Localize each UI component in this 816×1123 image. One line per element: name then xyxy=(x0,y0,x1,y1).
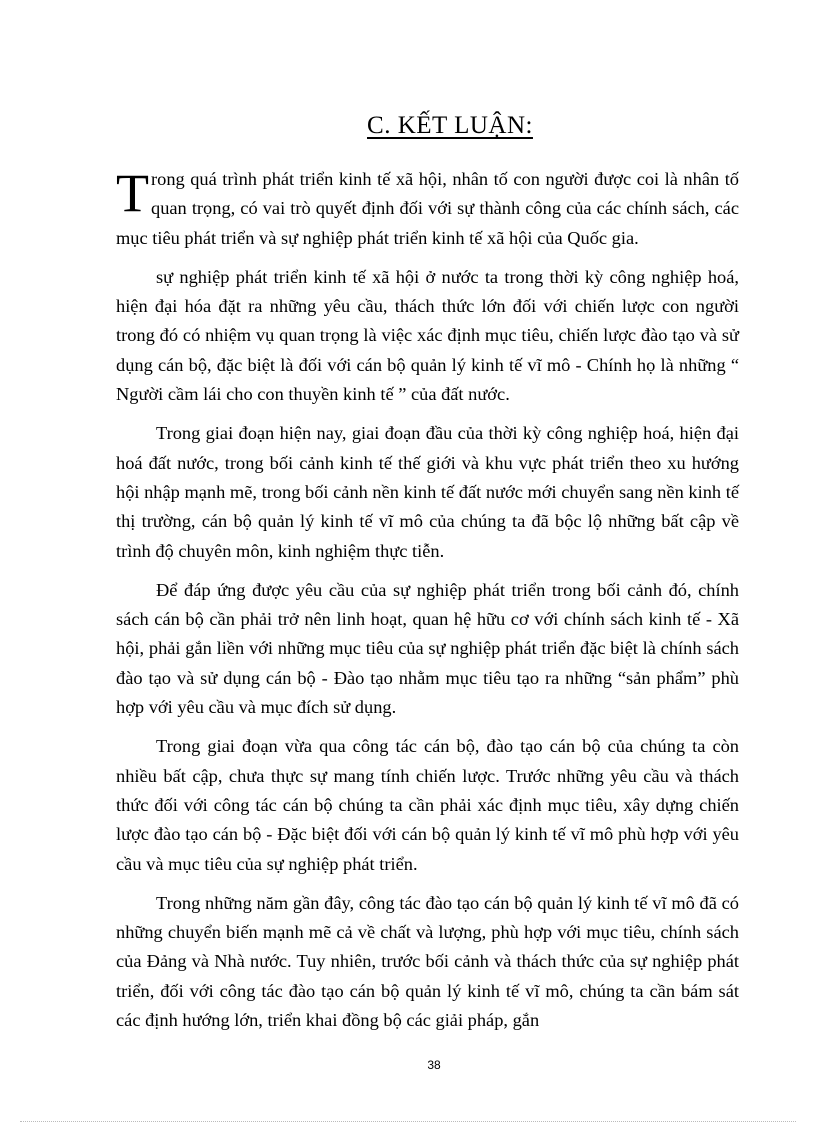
section-heading: C. KẾT LUẬN: xyxy=(367,112,533,139)
paragraph-3: Trong giai đoạn hiện nay, giai đoạn đầu của thời kỳ công nghiệp hoá, hiện đại hoá đất nước, trong bối cảnh kinh tế thế giới và khu vực phát triển theo xu hướng hội nhập mạnh mẽ, trong bối cảnh nền kinh tế đất nước mới chuyển sang nền kinh tế thị trường, cán bộ quản lý kinh tế vĩ mô của chúng ta đã bộc lộ những bất cập về trình độ chuyên môn, kinh nghiệm thực tiễn. xyxy=(116,423,739,561)
body-text xyxy=(116,165,739,1045)
paragraph-1 xyxy=(116,165,739,253)
page-number: 38 xyxy=(427,1058,441,1072)
paragraph-2: sự nghiệp phát triển kinh tế xã hội ở nước ta trong thời kỳ công nghiệp hoá, hiện đại hóa đặt ra những yêu cầu, thách thức lớn đối với chiến lược con người trong đó có nhiệm vụ quan trọng là việc xác định mục tiêu, chiến lược đào tạo và sử dụng cán bộ, đặc biệt là đối với cán bộ quản lý kinh tế vĩ mô - Chính họ là những “ Người cầm lái cho con thuyền kinh tế ” của đất nước. xyxy=(116,266,739,405)
paragraph-5: Trong giai đoạn vừa qua công tác cán bộ, đào tạo cán bộ của chúng ta còn nhiều bất cập, chưa thực sự mang tính chiến lược. Trước những yêu cầu và thách thức đối với công tác cán bộ chúng ta cần phải xác định mục tiêu, xây dựng chiến lược đào tạo cán bộ - Đặc biệt đối với cán bộ quản lý kinh tế vĩ mô phù hợp với yêu cầu và mục tiêu của sự nghiệp phát triển. xyxy=(116,736,739,874)
drop-cap: T xyxy=(116,163,149,223)
paragraph-4: Để đáp ứng được yêu cầu của sự nghiệp phát triển trong bối cảnh đó, chính sách cán bộ cần phải trở nên linh hoạt, quan hệ hữu cơ với chính sách kinh tế - Xã hội, phải gắn liền với những mục tiêu của sự nghiệp phát triển đặc biệt là chính sách đào tạo và sử dụng cán bộ - Đào tạo nhằm mục tiêu tạo ra những “sản phẩm” phù hợp với yêu cầu và mục đích sử dụng. xyxy=(116,579,739,718)
paragraph-1-text: rong quá trình phát triển kinh tế xã hội, nhân tố con người được coi là nhân tố quan trọng, có vai trò quyết định đối với sự thành công của các chính sách, các mục tiêu phát triển và sự nghiệp phát triển kinh tế xã hội của Quốc gia. xyxy=(116,169,739,248)
paragraph-6: Trong những năm gần đây, công tác đào tạo cán bộ quản lý kinh tế vĩ mô đã có những chuyển biến mạnh mẽ cả về chất và lượng, phù hợp với mục tiêu, chính sách của Đảng và Nhà nước. Tuy nhiên, trước bối cảnh và thách thức của sự nghiệp phát triển, đối với công tác đào tạo cán bộ quản lý kinh tế vĩ mô, chúng ta cần bám sát các định hướng lớn, triển khai đồng bộ các giải pháp, gắn xyxy=(116,892,739,1031)
page-bottom-divider xyxy=(20,1121,796,1122)
